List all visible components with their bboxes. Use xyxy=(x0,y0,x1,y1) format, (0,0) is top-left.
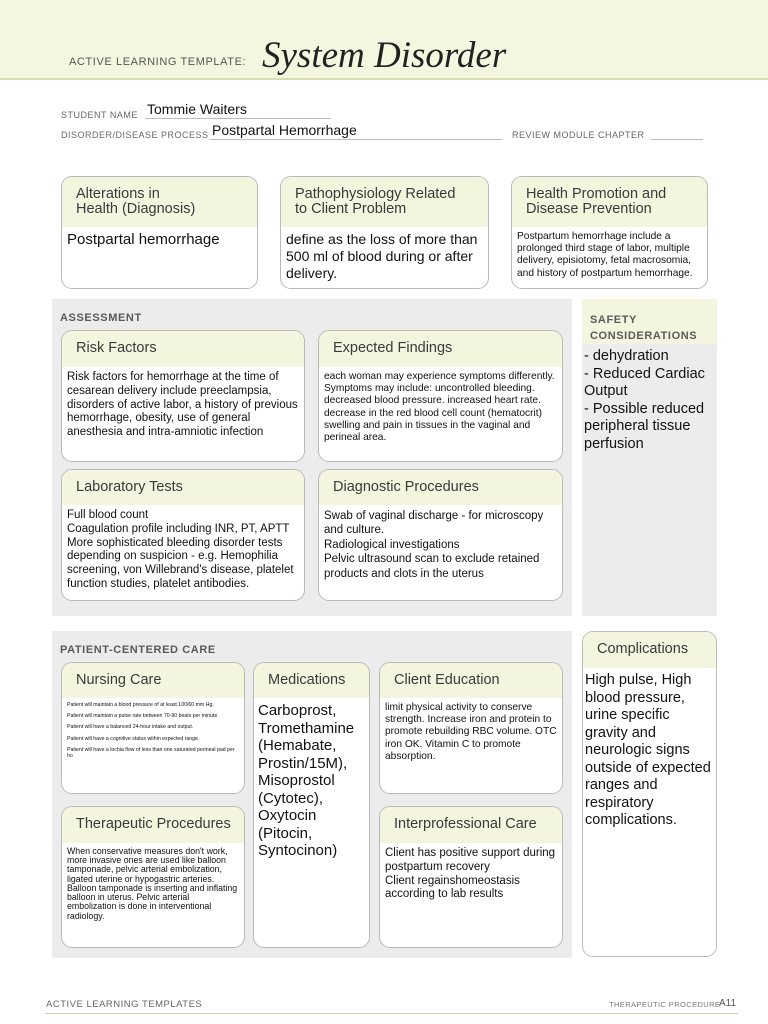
risk-factors-title: Risk Factors xyxy=(62,331,304,367)
diagnostic-item: Radiological investigations xyxy=(324,538,460,551)
nursing-care-card xyxy=(61,662,245,794)
interprofessional-care-title: Interprofessional Care xyxy=(380,807,562,843)
pathophysiology-title-line-2: to Client Problem xyxy=(295,201,407,217)
safety-item: - dehydration xyxy=(584,348,669,364)
alterations-title-line-1: Alterations in xyxy=(76,186,160,202)
nursing-care-item: Patient will maintain a blood pressure of at least 100/60 mm Hg. xyxy=(67,702,214,708)
footer-page-number: A11 xyxy=(719,998,737,1009)
safety-item: - Reduced Cardiac Output xyxy=(584,365,705,399)
nursing-care-item: Patient will have a balanced 24-hour intake and output. xyxy=(67,724,194,731)
complications-body[interactable]: High pulse, High blood pressure, urine specific gravity and neurologic signs outside of expected ranges and respiratory complications. xyxy=(585,672,711,828)
complications-card xyxy=(582,631,717,957)
diagnostic-procedures-title: Diagnostic Procedures xyxy=(319,470,562,505)
student-name-value[interactable]: Tommie Waiters xyxy=(147,101,247,117)
student-name-label: STUDENT NAME xyxy=(61,110,138,120)
interprofessional-item: Client regainshomeostasis according to lab results xyxy=(385,874,520,901)
safety-title-line-2: CONSIDERATIONS xyxy=(590,330,698,342)
health-promotion-card-title xyxy=(512,177,707,227)
disorder-label: DISORDER/DISEASE PROCESS xyxy=(61,130,209,140)
lab-test-item: Coagulation profile including INR, PT, APTT xyxy=(67,522,290,535)
alterations-card-body[interactable]: Postpartal hemorrhage xyxy=(67,231,220,248)
pathophysiology-card-title xyxy=(281,177,488,227)
assessment-label: ASSESSMENT xyxy=(60,312,142,324)
disorder-value[interactable]: Postpartal Hemorrhage xyxy=(212,122,357,138)
diagnostic-procedures-body[interactable] xyxy=(319,505,562,581)
review-module-underline xyxy=(651,139,703,140)
header-banner xyxy=(0,0,768,80)
risk-factors-card xyxy=(61,330,305,462)
laboratory-tests-title: Laboratory Tests xyxy=(62,470,304,505)
template-prefix: ACTIVE LEARNING TEMPLATE: xyxy=(69,56,247,68)
expected-findings-card xyxy=(318,330,563,462)
page-title: System Disorder xyxy=(262,35,507,76)
alterations-title-line-2: Health (Diagnosis) xyxy=(76,201,196,217)
patient-centered-care-label: PATIENT-CENTERED CARE xyxy=(60,644,216,656)
disorder-underline xyxy=(210,139,502,140)
complications-title: Complications xyxy=(583,632,716,668)
interprofessional-care-body[interactable] xyxy=(380,843,562,902)
laboratory-tests-body[interactable] xyxy=(62,505,304,592)
therapeutic-procedures-card xyxy=(61,806,245,948)
therapeutic-procedures-body[interactable]: When conservative measures don't work, more invasive ones are used like balloon tamponade, pelvic arterial embolization, ligated uterine or hypogastric arteries. Balloon tamponade is inserting and inflating balloon in uterus. Pelvic arterial embolization is done in interventional radiology. xyxy=(67,846,238,921)
health-promotion-card xyxy=(511,176,708,289)
safety-title-line-1: SAFETY xyxy=(590,314,637,326)
footer-template-label: ACTIVE LEARNING TEMPLATES xyxy=(46,999,203,1010)
diagnostic-procedures-card xyxy=(318,469,563,601)
medications-card xyxy=(253,662,370,948)
footer-template-type: THERAPEUTIC PROCEDURE xyxy=(609,1000,721,1009)
lab-test-item: Full blood count xyxy=(67,509,149,521)
footer-divider xyxy=(45,1013,738,1014)
pathophysiology-card xyxy=(280,176,489,289)
therapeutic-procedures-title: Therapeutic Procedures xyxy=(62,807,244,843)
nursing-care-item: Patient will have a cognitive status within expected range. xyxy=(67,735,200,742)
lab-test-item: More sophisticated bleeding disorder tests depending on suspicion - e.g. Hemophilia screening, von Willebrand's disease, platelet function studies, platelet antibodies. xyxy=(67,536,294,590)
client-education-title: Client Education xyxy=(380,663,562,698)
review-module-label: REVIEW MODULE CHAPTER xyxy=(512,130,645,140)
laboratory-tests-card xyxy=(61,469,305,601)
pathophysiology-title-line-1: Pathophysiology Related xyxy=(295,186,456,202)
nursing-care-item: Patient will have a lochia flow of less than one saturated perineal pad per ho xyxy=(67,746,235,760)
nursing-care-title: Nursing Care xyxy=(62,663,244,698)
nursing-care-item: Patient will maintain a pulse rate between 70-90 beats per minute xyxy=(67,713,218,720)
nursing-care-body[interactable] xyxy=(62,698,244,759)
alterations-card xyxy=(61,176,258,289)
safety-considerations-body[interactable] xyxy=(582,344,717,616)
pathophysiology-card-body[interactable]: define as the loss of more than 500 ml of blood during or after delivery. xyxy=(286,231,478,281)
health-promotion-title-line-1: Health Promotion and xyxy=(526,186,667,202)
medications-title: Medications xyxy=(254,663,369,698)
interprofessional-item: Client has positive support during postpartum recovery xyxy=(385,847,556,873)
diagnostic-item: Swab of vaginal discharge - for microscopy and culture. xyxy=(324,510,544,537)
interprofessional-care-card xyxy=(379,806,563,948)
diagnostic-item: Pelvic ultrasound scan to exclude retained products and clots in the uterus xyxy=(324,553,540,580)
expected-findings-title: Expected Findings xyxy=(319,331,562,367)
client-education-card xyxy=(379,662,563,794)
medications-body[interactable]: Carboprost, Tromethamine (Hemabate, Prostin/15M), Misoprostol (Cytotec), Oxytocin (Pitocin, Syntocinon) xyxy=(258,702,355,859)
expected-findings-body[interactable]: each woman may experience symptoms differently. Symptoms may include: uncontrolled bleeding. decreased blood pressure. increased heart rate. decrease in the red blood cell count (hematocrit) swelling and pain in tissues in the vaginal and perineal area. xyxy=(324,371,555,444)
alterations-card-title xyxy=(62,177,257,227)
safety-considerations-title xyxy=(582,299,717,344)
health-promotion-card-body[interactable]: Postpartum hemorrhage include a prolonged third stage of labor, multiple delivery, episiotomy, fetal macrosomia, and history of postpartum hemorrhage. xyxy=(517,231,693,279)
health-promotion-title-line-2: Disease Prevention xyxy=(526,201,652,217)
safety-item: - Possible reduced peripheral tissue perfusion xyxy=(584,400,705,452)
student-name-underline xyxy=(145,118,331,119)
risk-factors-body[interactable]: Risk factors for hemorrhage at the time of cesarean delivery include preeclampsia, disorders of active labor, a history of previous hemorrhage, obesity, use of general anesthesia and intra-amniotic infection xyxy=(67,371,298,439)
client-education-body[interactable]: limit physical activity to conserve strength. Increase iron and protein to promote rebuilding RBC volume. OTC iron OK. Vitamin C to promote absorption. xyxy=(385,702,557,762)
